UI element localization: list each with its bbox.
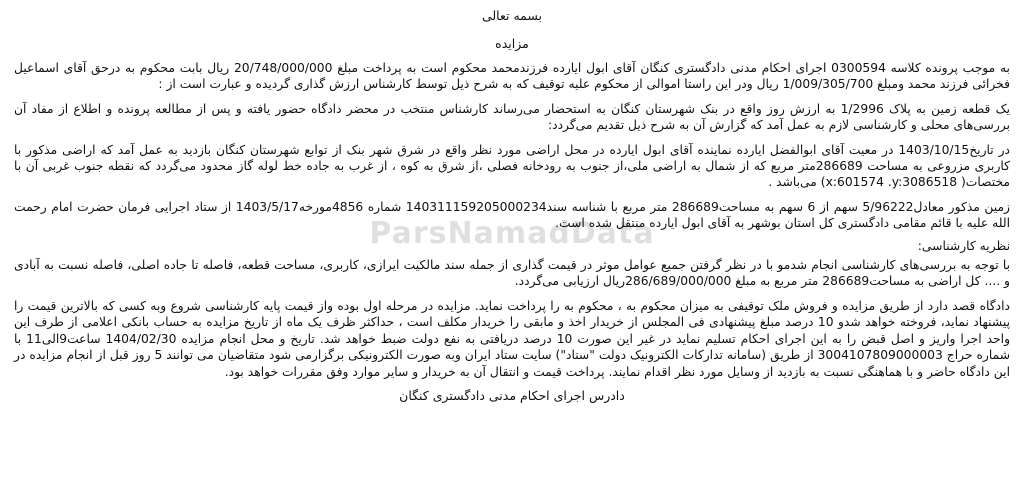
paragraph-auction-terms: دادگاه قصد دارد از طریق مزایده و فروش ملک توقیفی به میزان محکوم به ، محکوم به را پرداخت نماید. مزایده در مرحله اول بوده واز قیمت پایه کارشناسی شروع وبه کسی که بالاترین قیمت را پیشنهاد نماید، فروخته خواهد شدو 10 درصد مبلغ پیشنهادی فی المجلس از خریدار اخذ و مابقی را خریدار مکلف است ، حداکثر ظرف یک ماه از تاریخ مزایده به حساب بانکی اعلامی از طرف این واحد اجرا واریز و اصل قبض را به این اجرای احکام تسلیم نماید در غیر این صورت 10 درصد دریافتی به نفع دولت ضبط خواهد شد. تاریخ و محل انجام مزایده 1404/02/30 ساعت9الی11 با شماره حراج 3004107809000003 از طریق (سامانه تدارکات الکترونیک دولت "ستاد") سایت ستاد ایران وبه صورت الکترونیکی برگزارمی شود متقاضیان می توانند 5 روز قبل از انجام مزایده در این دادگاه حاضر و با هماهنگی نسبت به بازدید از وسایل مورد نظر اقدام نمایند. پرداخت قیمت و انتقال آن به خریدار و سایر موارد وفق مقررات خواهد بود. [14, 298, 1011, 379]
paragraph-expert-opinion: با توجه به بررسی‌های کارشناسی انجام شدمو با در نظر گرفتن جمیع عوامل موثر در قیمت گذاری از جمله سند مالکیت ایرازی، کاربری، مساحت قطعه، فاصله تا جاده اصلی، فاصله نسبت به آبادی و .... کل اراضی به مساحت286689 متر مربع به مبلغ 286/689/000/000ریال ارزیابی می‌گردد. [14, 258, 1010, 289]
watermark-logo-text: ParsNamadData [369, 216, 655, 251]
paragraph-case-summary: به موجب پرونده کلاسه 0300594 اجرای احکام مدنی دادگستری کنگان آقای ابول ایارده فرزندمحمد محکوم است به پرداخت مبلغ 20/748/000/000 ریال بابت محکوم به درحق آقای اسماعیل فخرائی فرزند محمد ومبلغ 1/009/305/700 ریال ودر این راستا اموالی از محکوم علیه توقیف که به شرح ذیل توسط کارشناس ارزش گذاری گردیده و عبارت است از : [14, 61, 1010, 92]
paragraph-ownership: زمین مذکور معادل5/96222 سهم از 6 سهم به مساحت286689 متر مربع با شناسه سند140311159205000234 شماره 4856مورخه1403/5/17 از ستاد اجرایی فرمان حضرت امام رحمت الله علیه با قائم مقامی دادگستری کل استان بوشهر به آقای ابول ایارده منتقل شده است. [14, 199, 1010, 231]
paragraph-property-intro: یک قطعه زمین به پلاک 1/2996 به ارزش روز واقع در بنک شهرستان کنگان به استحضار می‌رساند کارشناس منتخب در محضر دادگاه حضور یافته و پس از مطالعه پرونده و اطلاع از مفاد آن بررسی‌های محلی و کارشناسی لازم به عمل آمد که گزارش آن به شرح ذیل تقدیم می‌گردد: [14, 101, 1011, 133]
document-title: مزایده [495, 36, 529, 51]
document-signature: دادرس اجرای احکام مدنی دادگستری کنگان [399, 387, 625, 403]
document-header-basmala: بسمه تعالی [481, 8, 543, 23]
paragraph-site-visit: در تاریخ1403/10/15 در معیت آقای ابوالفضل ایارده نماینده آقای ابول ایارده در محل اراضی مورد نظر واقع در شرق شهر بنک از توابع شهرستان کنگان بازدید به عمل آمد که اراضی مذکور با کاربری مزروعی به مساحت 286689متر مربع که از شمال به اراضی ملی،از جنوب به رودخانه فصلی ،از شرق به کوه ، از غرب به جاده خط لوله گاز محدود می‌گردد که نقطه جنوب غربی آن با مختصات( x:601574 .y:3086518) می‌باشد . [14, 142, 1010, 190]
opinion-heading: نظریه کارشناسی: [917, 238, 1010, 253]
